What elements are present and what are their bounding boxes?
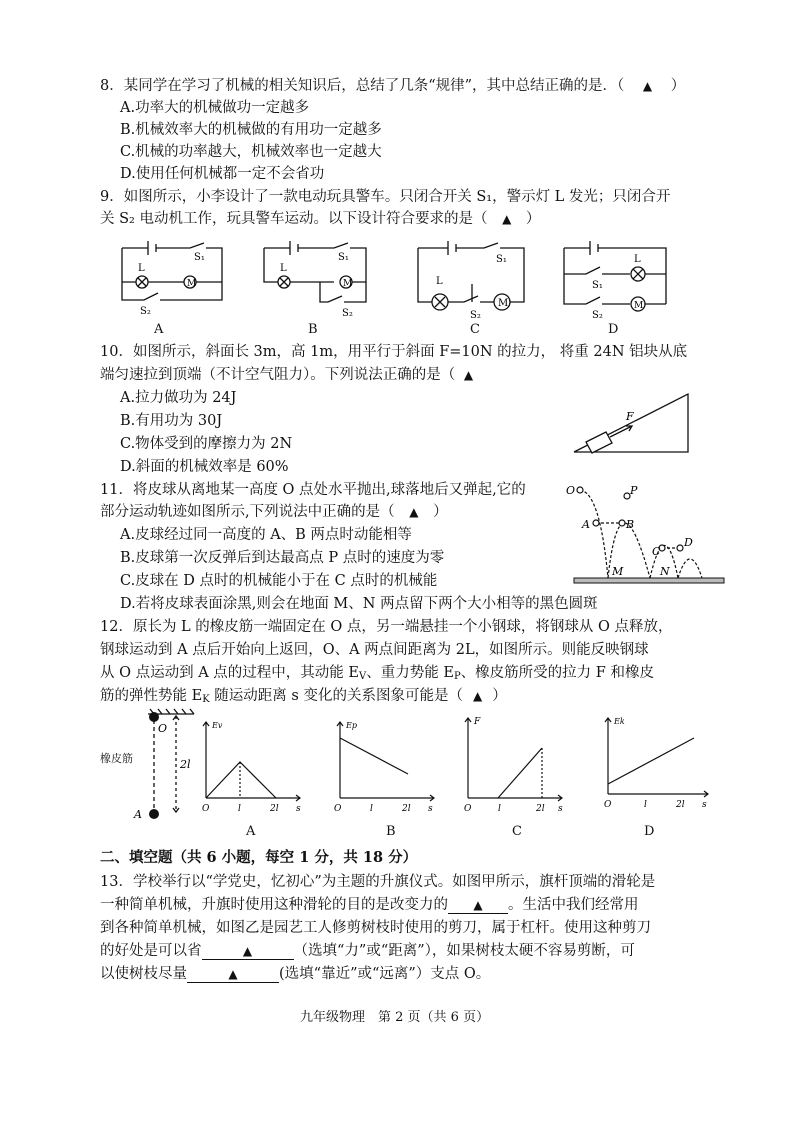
graph-b-tick-1: l	[370, 804, 373, 814]
incline-diagram	[570, 390, 694, 456]
fill-blank-2[interactable]: ▲	[202, 943, 294, 960]
q8-option-d: D.使用任何机械都一定不会省功	[120, 166, 325, 182]
point-o-label: O	[158, 722, 168, 735]
answer-blank-marker: ▲	[472, 689, 483, 703]
graph-a-ylabel: Ev	[212, 721, 223, 730]
lamp-label: L	[138, 263, 145, 274]
q11-option-c: C.皮球在 D 点时的机械能小于在 C 点时的机械能	[120, 573, 438, 589]
q11-option-d: D.若将皮球表面涂黑,则会在地面 M、N 两点留下两个大小相等的黑色圆斑	[120, 596, 598, 612]
lamp-label: L	[280, 263, 287, 274]
q12-line4: 筋的弹性势能 $E_K$ 随运动距离 s 变化的关系图象可能是（ ▲ ）	[100, 688, 507, 705]
q8-option-a: A.功率大的机械做功一定越多	[120, 100, 310, 116]
graph-b-tick-2: 2l	[402, 804, 411, 814]
q11-close: ）	[433, 504, 448, 520]
incline-figure	[570, 390, 694, 456]
graph-b-ylabel: Ep	[346, 721, 357, 730]
q13-line3: 到各种简单机械，如图乙是园艺工人修剪树枝时使用的剪刀，属于杠杆。使用这种剪刀	[100, 920, 651, 936]
length-label: 2l	[180, 758, 191, 771]
force-label: F	[626, 410, 634, 423]
point-n: N	[660, 565, 670, 578]
q12-line3: 从 O 点运动到 A 点的过程中，其动能 $E_V$、重力势能 $E_P$、橡皮筋所受的拉力 F 和橡皮	[100, 665, 654, 682]
q12-close: ）	[492, 688, 507, 704]
q10-line1: 10．如图所示，斜面长 3m，高 1m，用平行于斜面 F=10N 的拉力， 将重 24N 铝块从底	[100, 344, 688, 360]
graph-c-tick-1: l	[498, 804, 501, 814]
graph-b-tick-0: O	[334, 804, 342, 814]
switch1-label: S₁	[194, 252, 205, 263]
motor-label: M	[187, 279, 197, 289]
q12-line1: 12．原长为 L 的橡皮筋一端固定在 O 点，另一端悬挂一个小钢球，将钢球从 O 点释放，	[100, 619, 673, 635]
graph-c-tick-2: 2l	[536, 804, 545, 814]
graph-c-tick-0: O	[464, 804, 472, 814]
q9-line2-text: 关 S₂ 电动机工作，玩具警车运动。以下设计符合要求的是（	[100, 211, 488, 227]
graph-c	[458, 712, 568, 816]
graph-b	[330, 716, 440, 816]
q8-option-b: B.机械效率大的机械做的有用功一定越多	[120, 122, 382, 138]
q10-option-b: B.有用功为 30J	[120, 413, 223, 429]
point-b: B	[626, 518, 635, 531]
graph-d-tick-1: l	[644, 800, 647, 810]
q12-line2: 钢球运动到 A 点后开始向上返回，O、A 两点间距离为 2L，如图所示。则能反映钢球	[100, 642, 649, 658]
graph-a-plot	[196, 716, 306, 816]
switch1-label: S₁	[592, 280, 603, 291]
q11-line2-text: 部分运动轨迹如图所示,下列说法中正确的是（	[100, 504, 395, 520]
point-a-label: A	[134, 808, 142, 821]
point-d: D	[684, 536, 693, 549]
q11-option-b: B.皮球第一次反弹后到达最高点 P 点时的速度为零	[120, 550, 445, 566]
q9-close: ）	[525, 211, 541, 227]
q13-line5-pre: 以使树枝尽量	[100, 966, 187, 982]
rubber-band-diagram	[128, 708, 200, 824]
lamp-label: L	[436, 276, 443, 287]
circuit-label-b: B	[308, 322, 318, 337]
answer-blank-marker: ▲	[642, 79, 653, 93]
ball-trajectory-figure	[560, 478, 730, 586]
graph-a-tick-0: O	[202, 804, 210, 814]
switch1-label: S₁	[496, 254, 507, 265]
q10-line2-text: 端匀速拉到顶端（不计空气阻力）。下列说法正确的是（	[100, 367, 456, 383]
switch1-label: S₁	[338, 252, 349, 263]
answer-blank-marker: ▲	[463, 368, 474, 382]
q13-line5	[100, 964, 490, 984]
ball-trajectory-diagram	[560, 478, 730, 586]
point-p: P	[630, 484, 638, 497]
rubber-band-figure	[128, 708, 200, 824]
circuit-d-diagram	[558, 234, 674, 322]
graph-a-tick-1: l	[238, 804, 241, 814]
rubber-band-label: 橡皮筋	[100, 752, 133, 765]
circuit-label-c: C	[470, 322, 480, 337]
q10-line2	[100, 365, 477, 385]
graph-a-xlabel: s	[296, 804, 301, 814]
graph-a	[196, 716, 306, 816]
answer-blank-marker: ▲	[409, 505, 419, 519]
motor-label: M	[634, 301, 644, 311]
circuit-d	[558, 234, 674, 322]
graph-label-c: C	[512, 824, 522, 839]
q13-line4-post: （选填“力”或“距离”），如果树枝太硬不容易剪断，可	[293, 943, 635, 959]
q10-option-c: C.物体受到的摩擦力为 2N	[120, 436, 293, 452]
q8-option-c: C.机械的功率越大，机械效率也一定越大	[120, 144, 382, 160]
circuit-b-diagram	[258, 234, 372, 322]
graph-a-tick-2: 2l	[270, 804, 279, 814]
point-o: O	[566, 484, 576, 497]
switch2-label: S₂	[140, 306, 151, 317]
circuit-a-diagram	[116, 234, 228, 322]
switch2-label: S₂	[342, 308, 353, 319]
fill-blank-3[interactable]: ▲	[187, 966, 279, 983]
graph-d-plot	[598, 712, 714, 816]
circuit-a	[116, 234, 228, 322]
point-c: C	[652, 545, 661, 558]
answer-blank-marker: ▲	[502, 212, 512, 226]
graph-d-tick-2: 2l	[676, 800, 685, 810]
graph-d	[598, 712, 714, 816]
q11-line1: 11．将皮球从离地某一高度 O 点处水平抛出,球落地后又弹起,它的	[100, 482, 526, 498]
q13-line1: 13．学校举行以“学党史，忆初心”为主题的升旗仪式。如图甲所示，旗杆顶端的滑轮是	[100, 874, 656, 890]
circuit-label-d: D	[608, 322, 619, 337]
q13-line2-pre: 一种简单机械，升旗时使用这种滑轮的目的是改变力的	[100, 897, 448, 913]
q13-line2-post: 。生活中我们经常用	[508, 897, 639, 913]
graph-c-ylabel: F	[474, 717, 481, 727]
q8-stem	[100, 76, 685, 96]
graph-b-xlabel: s	[428, 804, 433, 814]
q8-close: ）	[670, 78, 686, 94]
q10-option-d: D.斜面的机械效率是 60%	[120, 459, 289, 475]
switch2-label: S₂	[592, 310, 603, 321]
graph-d-tick-0: O	[604, 800, 612, 810]
graph-label-d: D	[644, 824, 655, 839]
point-m: M	[612, 565, 624, 578]
lamp-label: L	[634, 254, 641, 265]
page-footer: 九年级物理 第 2 页（共 6 页）	[300, 1010, 490, 1025]
graph-c-xlabel: s	[558, 804, 563, 814]
point-a: A	[582, 518, 590, 531]
switch2-label: S₂	[470, 310, 481, 321]
circuit-c-diagram	[410, 234, 532, 322]
motor-label: M	[498, 298, 509, 309]
q11-option-a: A.皮球经过同一高度的 A、B 两点时动能相等	[120, 527, 412, 543]
circuit-b	[258, 234, 372, 322]
q13-line4	[100, 941, 635, 961]
graph-b-plot	[330, 716, 440, 816]
q13-line4-pre: 的好处是可以省	[100, 943, 202, 959]
q8-stem-text: 8．某同学在学习了机械的相关知识后，总结了几条“规律”，其中总结正确的是．（	[100, 78, 625, 94]
motor-label: M	[343, 279, 353, 289]
graph-label-b: B	[386, 824, 396, 839]
circuit-label-a: A	[154, 322, 164, 337]
section-title: 二、填空题（共 6 小题，每空 1 分，共 18 分）	[100, 849, 418, 866]
fill-blank-1[interactable]: ▲	[448, 897, 508, 914]
graph-c-plot	[458, 712, 568, 816]
q13-line5-post: (选填“靠近”或“远离”）支点 O。	[279, 966, 491, 982]
circuit-c	[410, 234, 532, 322]
graph-label-a: A	[246, 824, 256, 839]
q9-line2	[100, 209, 540, 229]
q13-line2	[100, 895, 639, 915]
graph-d-ylabel: Ek	[614, 717, 625, 726]
q9-line1: 9．如图所示，小李设计了一款电动玩具警车。只闭合开关 S₁，警示灯 L 发光；只闭合开	[100, 189, 671, 205]
graph-d-xlabel: s	[702, 800, 707, 810]
q10-option-a: A.拉力做功为 24J	[120, 390, 237, 406]
q11-line2	[100, 502, 448, 522]
